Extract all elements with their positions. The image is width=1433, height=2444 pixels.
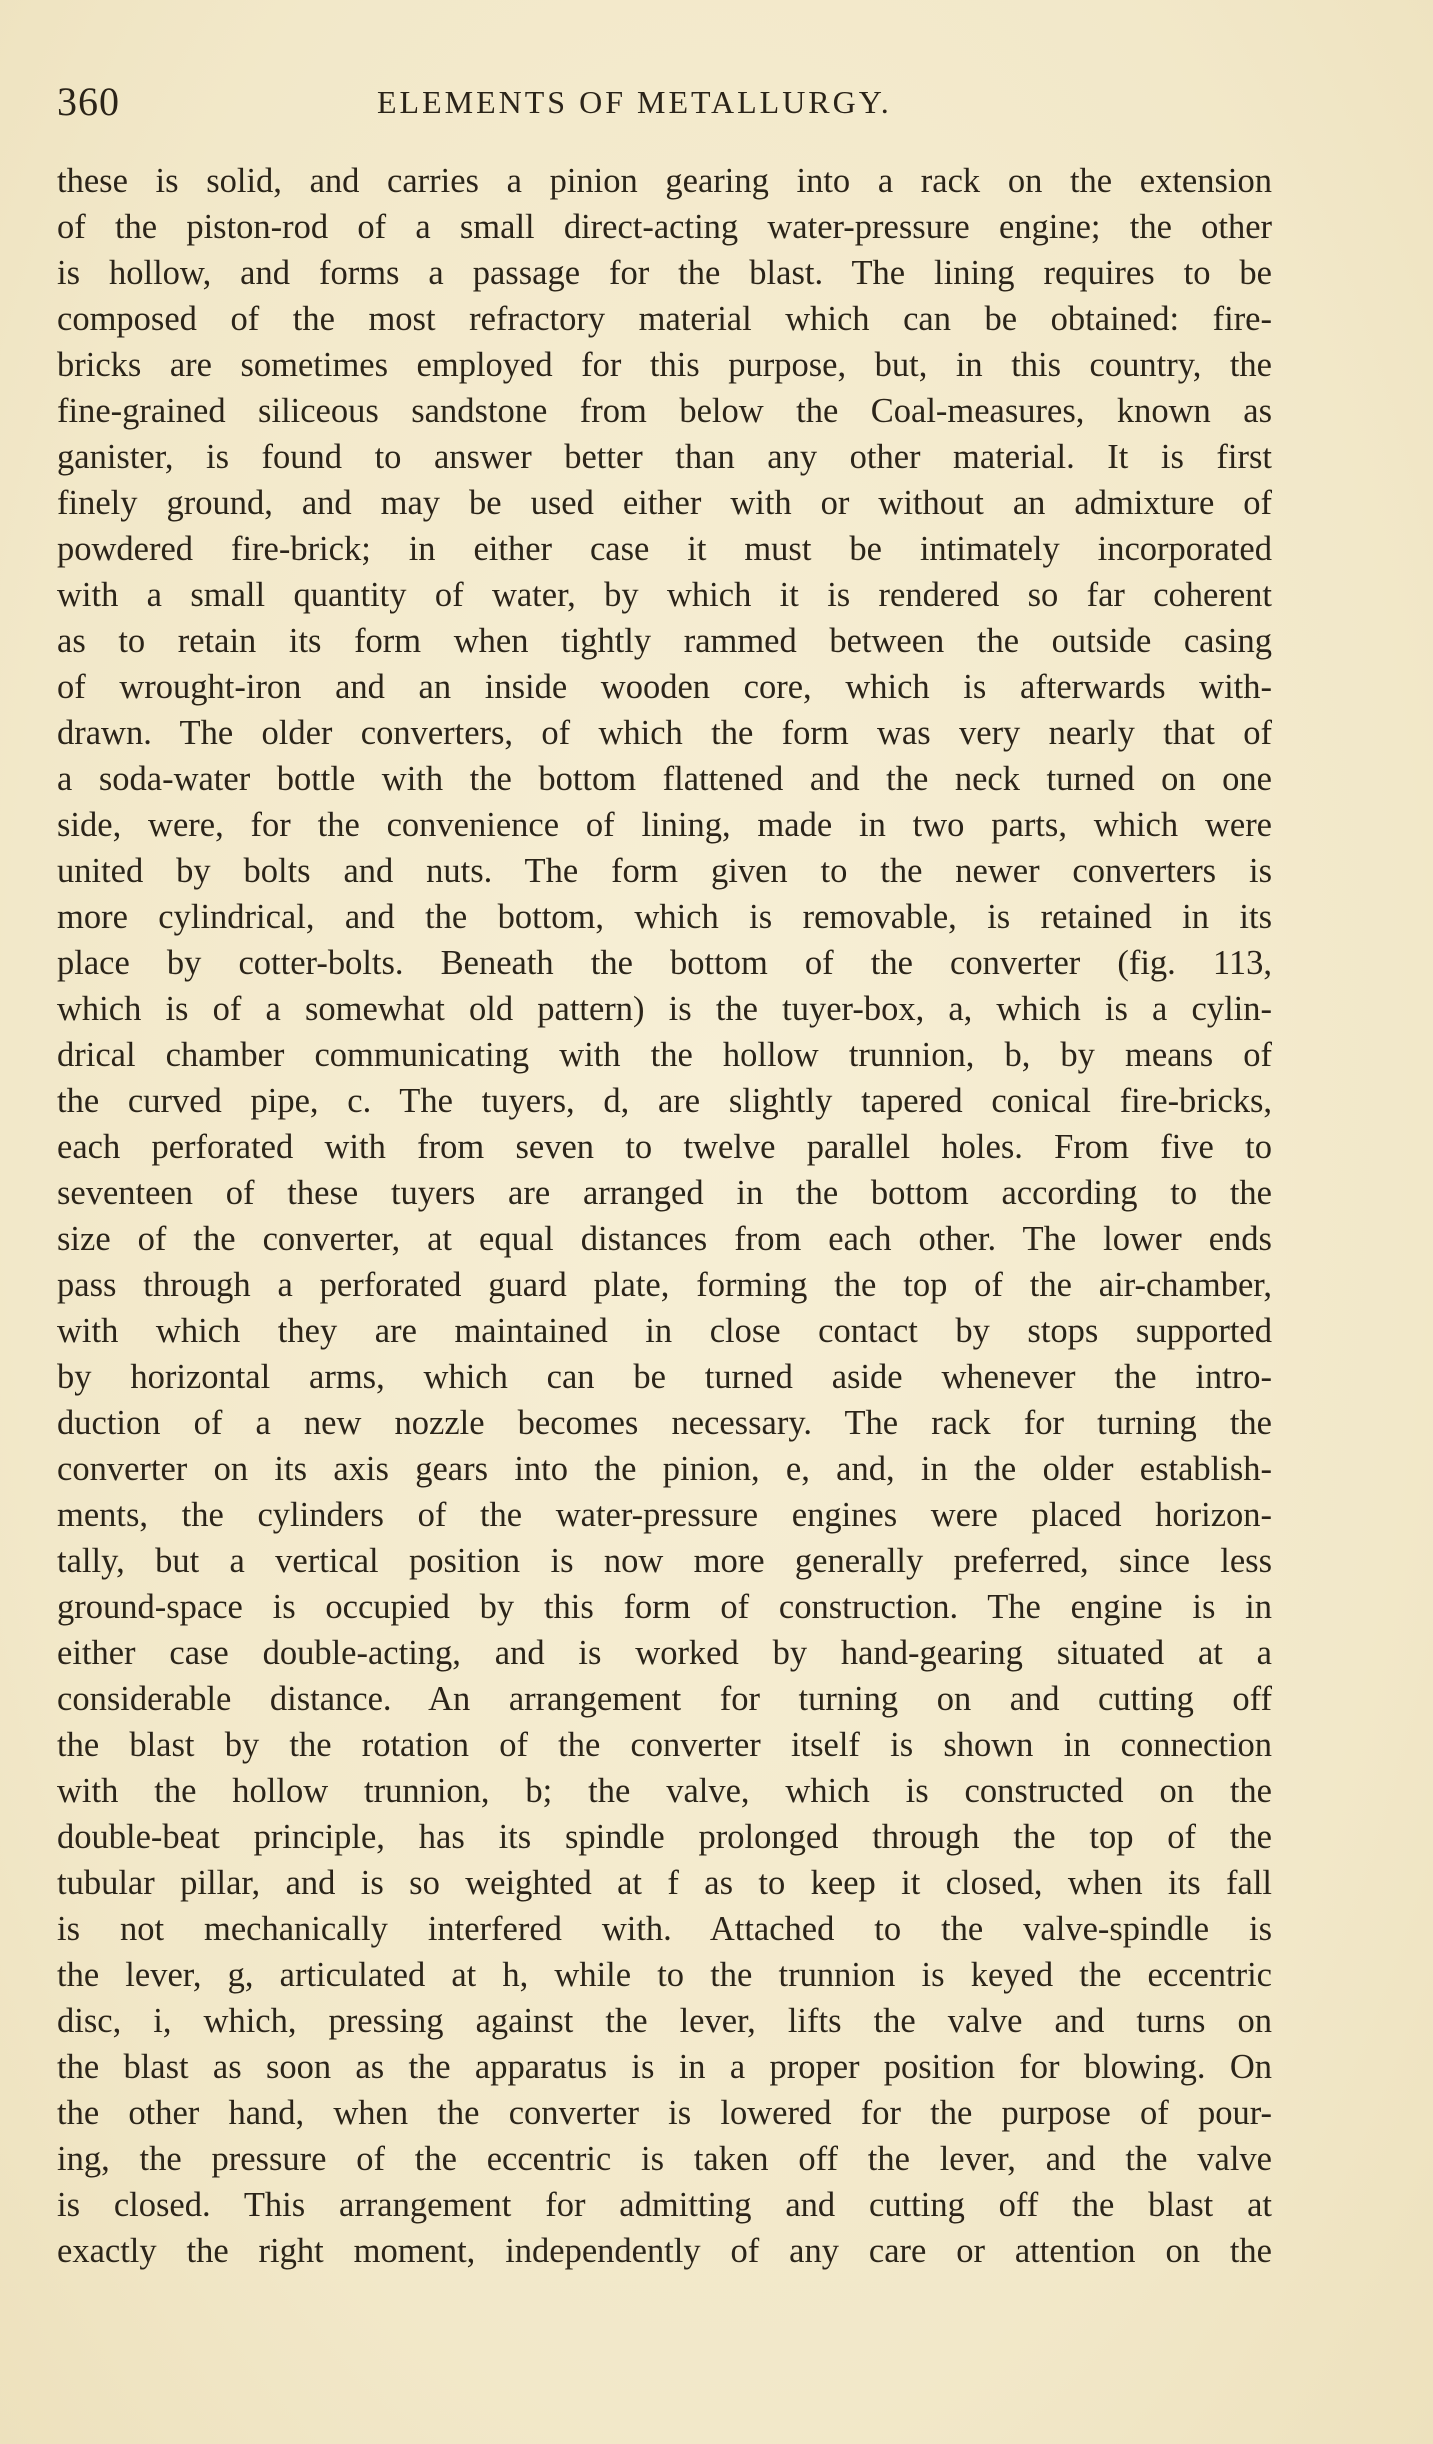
running-title: ELEMENTS OF METALLURGY. [377,84,892,120]
page-header [57,78,1272,128]
text-line: ments, the cylinders of the water-pressure engines were placed horizon- [57,1496,1272,1534]
text-line: united by bolts and nuts. The form given to the newer converters is [57,852,1272,890]
text-line: each perforated with from seven to twelve parallel holes. From five to [57,1128,1272,1166]
text-line: the blast as soon as the apparatus is in a proper position for blowing. On [57,2048,1272,2086]
text-line: double-beat principle, has its spindle prolonged through the top of the [57,1818,1272,1856]
text-line: disc, i, which, pressing against the lever, lifts the valve and turns on [57,2002,1272,2040]
text-line: the lever, g, articulated at h, while to the trunnion is keyed the eccentric [57,1956,1272,1994]
text-line: duction of a new nozzle becomes necessary. The rack for turning the [57,1404,1272,1442]
text-line: exactly the right moment, independently of any care or attention on the [57,2232,1272,2270]
text-line: bricks are sometimes employed for this purpose, but, in this country, the [57,346,1272,384]
page-number: 360 [57,79,120,124]
text-line: with which they are maintained in close contact by stops supported [57,1312,1272,1350]
text-line: is closed. This arrangement for admitting and cutting off the blast at [57,2186,1272,2224]
text-line: tally, but a vertical position is now more generally preferred, since less [57,1542,1272,1580]
text-line: drawn. The older converters, of which the form was very nearly that of [57,714,1272,752]
text-line: powdered fire-brick; in either case it must be intimately incorporated [57,530,1272,568]
text-line: ground-space is occupied by this form of construction. The engine is in [57,1588,1272,1626]
body-text [57,158,1272,2274]
text-line: tubular pillar, and is so weighted at f as to keep it closed, when its fall [57,1864,1272,1902]
text-line: ing, the pressure of the eccentric is taken off the lever, and the valve [57,2140,1272,2178]
text-line: fine-grained siliceous sandstone from below the Coal-measures, known as [57,392,1272,430]
text-line: considerable distance. An arrangement for turning on and cutting off [57,1680,1272,1718]
text-line: converter on its axis gears into the pinion, e, and, in the older establish- [57,1450,1272,1488]
text-line: ganister, is found to answer better than any other material. It is first [57,438,1272,476]
text-line: of the piston-rod of a small direct-acting water-pressure engine; the other [57,208,1272,246]
text-line: with a small quantity of water, by which it is rendered so far coherent [57,576,1272,614]
text-line: these is solid, and carries a pinion gearing into a rack on the extension [57,162,1272,200]
text-line: a soda-water bottle with the bottom flattened and the neck turned on one [57,760,1272,798]
text-line: more cylindrical, and the bottom, which is removable, is retained in its [57,898,1272,936]
text-line: is hollow, and forms a passage for the blast. The lining requires to be [57,254,1272,292]
text-line: the other hand, when the converter is lowered for the purpose of pour- [57,2094,1272,2132]
text-line: the curved pipe, c. The tuyers, d, are slightly tapered conical fire-bricks, [57,1082,1272,1120]
text-line: either case double-acting, and is worked by hand-gearing situated at a [57,1634,1272,1672]
text-line: size of the converter, at equal distances from each other. The lower ends [57,1220,1272,1258]
text-line: with the hollow trunnion, b; the valve, which is constructed on the [57,1772,1272,1810]
text-line: of wrought-iron and an inside wooden core, which is afterwards with- [57,668,1272,706]
text-line: seventeen of these tuyers are arranged in the bottom according to the [57,1174,1272,1212]
text-line: finely ground, and may be used either with or without an admixture of [57,484,1272,522]
text-line: as to retain its form when tightly rammed between the outside casing [57,622,1272,660]
text-line: place by cotter-bolts. Beneath the bottom of the converter (fig. 113, [57,944,1272,982]
text-line: pass through a perforated guard plate, forming the top of the air-chamber, [57,1266,1272,1304]
text-line: is not mechanically interfered with. Attached to the valve-spindle is [57,1910,1272,1948]
text-line: composed of the most refractory material which can be obtained: fire- [57,300,1272,338]
text-line: by horizontal arms, which can be turned aside whenever the intro- [57,1358,1272,1396]
text-line: which is of a somewhat old pattern) is the tuyer-box, a, which is a cylin- [57,990,1272,1028]
text-line: side, were, for the convenience of lining, made in two parts, which were [57,806,1272,844]
text-line: drical chamber communicating with the hollow trunnion, b, by means of [57,1036,1272,1074]
text-line: the blast by the rotation of the converter itself is shown in connection [57,1726,1272,1764]
